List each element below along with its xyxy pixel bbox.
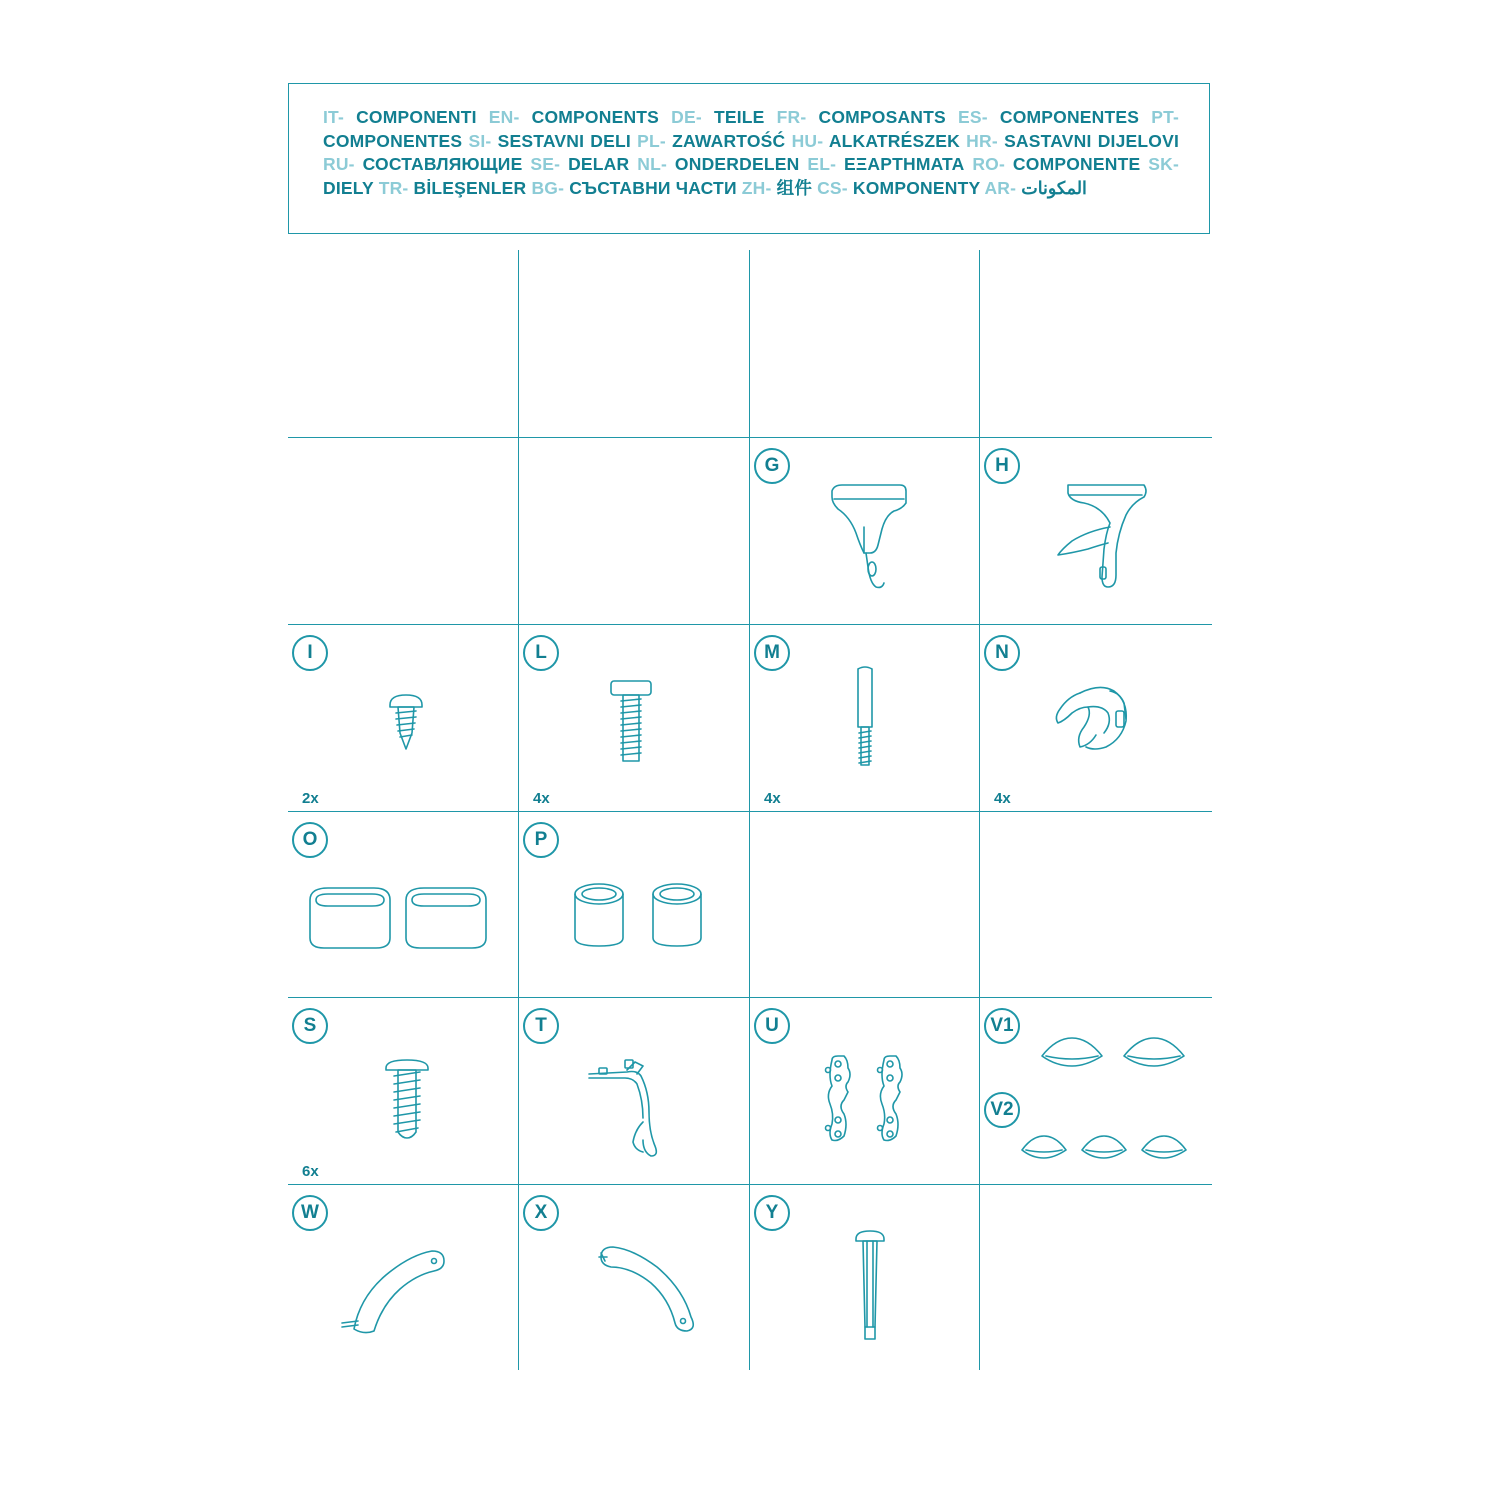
lang-term-ar: المكونات (1021, 177, 1087, 198)
part-label-i: I (292, 635, 328, 671)
lang-code-fr: FR- (776, 107, 807, 127)
lang-term-ro: COMPONENTE (1012, 154, 1141, 174)
lang-code-ro: RO- (972, 154, 1006, 174)
lang-code-se: SE- (530, 154, 561, 174)
lang-code-pl: PL- (637, 130, 666, 151)
lang-term-cs: KOMPONENTY (852, 177, 981, 198)
hinge-plate-icon (824, 1054, 918, 1144)
part-cell-l (519, 625, 749, 811)
lang-code-zh: ZH- (741, 177, 772, 198)
lang-code-tr: TR- (378, 177, 409, 198)
lang-term-se: DELAR (568, 154, 630, 174)
curved-arm-left-icon (340, 1247, 450, 1335)
part-label-n: N (984, 635, 1020, 671)
lang-code-el: EL- (807, 154, 837, 174)
part-cell-p (519, 812, 749, 997)
hook-bracket-icon (1054, 483, 1154, 593)
part-label-l: L (523, 635, 559, 671)
lang-term-hr: SASTAVNI DIJELOVI (1004, 130, 1180, 151)
part-label-t: T (523, 1008, 559, 1044)
part-label-v2: V2 (984, 1092, 1020, 1128)
part-label-p: P (523, 822, 559, 858)
components-header-text (323, 106, 1179, 200)
round-cap-icon (571, 880, 711, 950)
lang-term-fr: COMPOSANTS (818, 107, 946, 127)
lang-code-pt: PT- (1151, 107, 1180, 127)
part-cell-x (519, 1185, 749, 1370)
lang-term-el: ΕΞΑΡΤΗΜΑΤΑ (844, 154, 965, 174)
part-cell-n (980, 625, 1211, 811)
part-cell-i (288, 625, 518, 811)
lang-code-hu: HU- (791, 130, 824, 151)
lang-code-de: DE- (671, 107, 702, 127)
part-cell-t (519, 998, 749, 1184)
quantity-label: 4x (764, 790, 781, 807)
flat-head-screw-icon (382, 1058, 432, 1140)
part-label-x: X (523, 1195, 559, 1231)
small-shell-cap-icon (1018, 1132, 1198, 1162)
lang-code-ru: RU- (323, 154, 355, 174)
lang-code-hr: HR- (966, 130, 998, 151)
part-cell-y (750, 1185, 979, 1370)
lang-code-sk: SK- (1148, 154, 1180, 174)
part-label-s: S (292, 1008, 328, 1044)
long-pin-icon (852, 1227, 888, 1345)
part-label-u: U (754, 1008, 790, 1044)
curved-arm-right-icon (593, 1243, 701, 1335)
quantity-label: 6x (302, 1163, 319, 1180)
quantity-label: 2x (302, 790, 319, 807)
half-shell-cap-icon (1038, 1036, 1188, 1070)
machine-screw-icon (607, 679, 655, 765)
lang-term-hu: ALKATRÉSZEK (828, 130, 960, 151)
part-cell-g (750, 438, 979, 624)
part-label-v1: V1 (984, 1008, 1020, 1044)
lang-code-en: EN- (488, 107, 520, 127)
lang-code-bg: BG- (531, 177, 565, 198)
empty-cell (750, 812, 979, 997)
threaded-pin-icon (850, 665, 880, 769)
lang-term-pl: ZAWARTOŚĆ (672, 130, 786, 151)
part-label-h: H (984, 448, 1020, 484)
lang-term-de: TEILE (713, 107, 765, 127)
spring-clip-icon (587, 1052, 687, 1160)
lang-term-tr: BİLEŞENLER (413, 177, 527, 198)
lang-code-si: SI- (468, 130, 492, 151)
quantity-label: 4x (533, 790, 550, 807)
empty-cell (980, 812, 1211, 997)
lang-term-it: COMPONENTI (356, 107, 477, 127)
quantity-label: 4x (994, 790, 1011, 807)
part-cell-o (288, 812, 518, 997)
lang-code-cs: CS- (817, 177, 848, 198)
lang-term-en: COMPONENTS (531, 107, 660, 127)
part-cell-w (288, 1185, 518, 1370)
part-label-w: W (292, 1195, 328, 1231)
oval-cap-icon (306, 884, 490, 952)
lang-term-bg: СЪСТАВНИ ЧАСТИ (569, 177, 737, 198)
lang-term-pt: COMPONENTES (323, 130, 463, 151)
empty-cell (980, 1185, 1211, 1370)
part-cell-h (980, 438, 1211, 624)
part-label-o: O (292, 822, 328, 858)
lang-code-ar: AR- (984, 177, 1017, 198)
lang-term-si: SESTAVNI DELI (497, 130, 631, 151)
lang-code-es: ES- (958, 107, 988, 127)
lang-term-ru: СОСТАВЛЯЮЩИЕ (362, 154, 523, 174)
part-cell-v (980, 998, 1211, 1184)
self-tapping-screw-icon (386, 693, 426, 757)
part-label-y: Y (754, 1195, 790, 1231)
part-cell-s (288, 998, 518, 1184)
part-cell-u (750, 998, 979, 1184)
lang-term-es: COMPONENTES (999, 107, 1140, 127)
components-header-box (288, 83, 1210, 234)
part-label-g: G (754, 448, 790, 484)
lang-code-it: IT- (323, 107, 345, 127)
lang-term-sk: DIELY (323, 177, 374, 198)
lang-term-zh: 组件 (776, 177, 813, 198)
lang-term-nl: ONDERDELEN (674, 154, 800, 174)
part-cell-m (750, 625, 979, 811)
snap-clip-icon (1050, 681, 1140, 755)
bracket-clip-icon (830, 483, 910, 593)
part-label-m: M (754, 635, 790, 671)
lang-code-nl: NL- (637, 154, 668, 174)
